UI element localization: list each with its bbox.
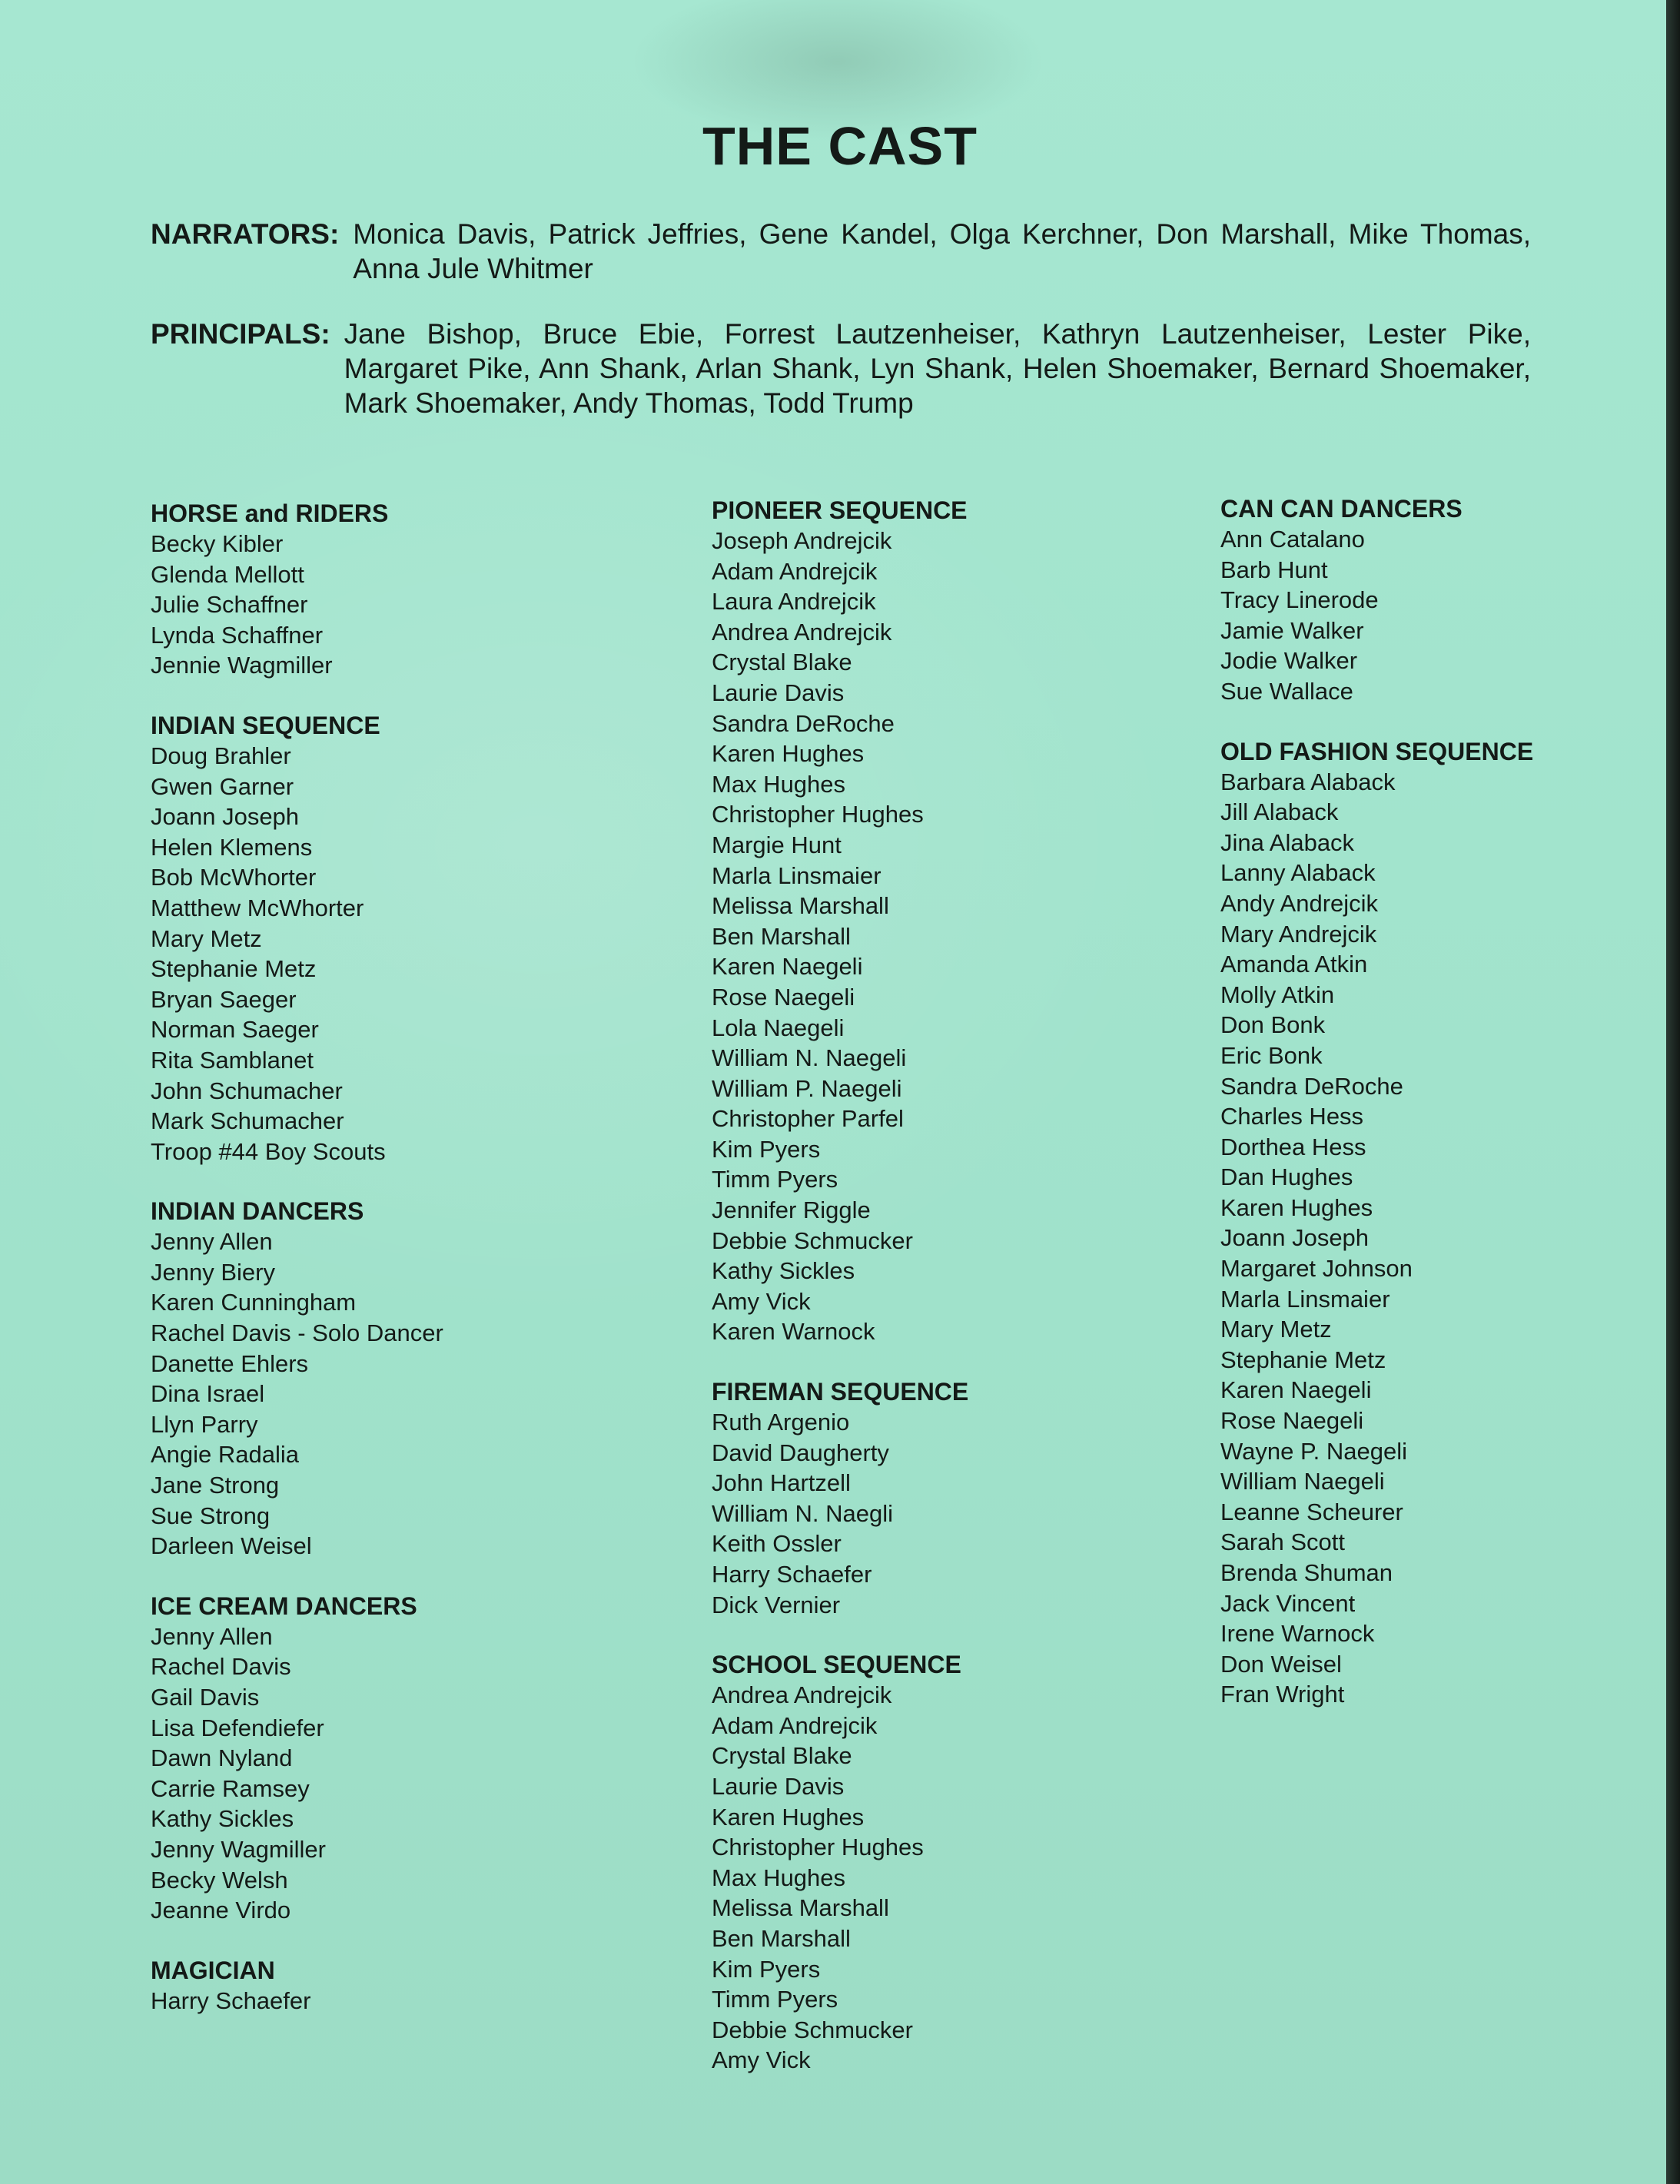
cast-member: Jenny Biery [151,1258,275,1286]
cast-column-3 [1220,493,1666,1739]
cast-member: Max Hughes [712,770,846,798]
cast-member: Dorthea Hess [1220,1133,1366,1160]
cast-member: Christopher Hughes [712,801,924,828]
cast-member: Fran Wright [1220,1681,1345,1708]
cast-member: Karen Cunningham [151,1289,357,1316]
cast-member-list [1220,524,1666,707]
cast-member: Mary Metz [1220,1316,1332,1343]
cast-member: Irene Warnock [1220,1620,1375,1648]
cast-member: Sandra DeRoche [712,709,895,737]
narrators-names: Monica Davis, Patrick Jeffries, Gene Kandel, Olga Kerchner, Don Marshall, Mike Thomas, Anna Jule Whitmer [353,218,1531,284]
cast-member: Crystal Blake [712,649,852,676]
principals-label: PRINCIPALS: [151,318,330,350]
cast-member: Dina Israel [151,1380,265,1408]
cast-member: Stephanie Metz [1220,1346,1386,1373]
cast-group [151,1196,673,1562]
cast-member-list [151,741,673,1167]
cast-member: John Hartzell [712,1469,851,1497]
cast-group [712,1376,1234,1620]
cast-member: Joseph Andrejcik [712,527,892,554]
cast-member: Lanny Alaback [1220,859,1376,887]
cast-group-heading: FIREMAN SEQUENCE [712,1378,969,1406]
principals-line [151,317,1531,420]
cast-member: Rachel Davis [151,1653,291,1681]
cast-member-list [151,1986,673,2016]
cast-member: Karen Naegeli [712,953,863,981]
cast-member: Becky Welsh [151,1866,288,1894]
cast-group-heading: ICE CREAM DANCERS [151,1592,417,1620]
cast-member: Laurie Davis [712,679,845,706]
cast-member: John Schumacher [151,1077,343,1104]
cast-member: Carrie Ramsey [151,1774,310,1802]
cast-member: Marla Linsmaier [1220,1285,1390,1313]
cast-member: Karen Hughes [712,1803,865,1831]
cast-member: Karen Hughes [1220,1193,1373,1221]
cast-member: Stephanie Metz [151,955,317,983]
cast-member-list [712,526,1234,1347]
cast-group-heading: SCHOOL SEQUENCE [712,1651,961,1679]
cast-member: Andrea Andrejcik [712,618,892,646]
cast-column-1 [151,498,673,2045]
cast-member: Sarah Scott [1220,1528,1345,1556]
cast-member: Kathy Sickles [712,1257,855,1285]
paper-edge-shadow [1666,0,1680,2184]
cast-member: Leanne Scheurer [1220,1498,1403,1525]
cast-member: Joann Joseph [151,803,300,831]
cast-member: Laurie Davis [712,1772,845,1800]
cast-member: Danette Ehlers [151,1349,309,1377]
cast-member: Amanda Atkin [1220,951,1368,978]
cast-member: Kathy Sickles [151,1805,294,1833]
cast-member: Bryan Saeger [151,985,297,1013]
cast-member: Lynda Schaffner [151,621,324,649]
cast-member-list [151,529,673,681]
cast-member: Timm Pyers [712,1166,838,1193]
cast-member: William P. Naegeli [712,1074,902,1102]
cast-member: Barb Hunt [1220,556,1328,583]
cast-member: Marla Linsmaier [712,861,882,889]
cast-member: Keith Ossler [712,1530,842,1558]
cast-member: Gail Davis [151,1684,260,1711]
cast-member: Jenny Allen [151,1228,273,1256]
cast-member: Jodie Walker [1220,647,1358,675]
cast-group [712,495,1234,1347]
cast-member: Doug Brahler [151,742,291,769]
cast-member: Rita Samblanet [151,1046,314,1074]
cast-member: Bob McWhorter [151,864,317,891]
cast-member: Glenda Mellott [151,560,304,588]
principals-names: Jane Bishop, Bruce Ebie, Forrest Lautzenheiser, Kathryn Lautzenheiser, Lester Pike, Margaret Pike, Ann Shank, Arlan Shank, Lyn Shank, Helen Shoemaker, Bernard Shoemaker, Mark Shoemaker, Andy Thomas, Todd Trump [344,318,1531,419]
cast-group-heading: INDIAN DANCERS [151,1197,364,1226]
cast-group [151,1955,673,2016]
cast-group-heading: MAGICIAN [151,1956,275,1984]
cast-group [1220,493,1666,707]
cast-group-heading: INDIAN SEQUENCE [151,711,380,739]
cast-member: Jenny Wagmiller [151,1835,326,1863]
cast-member: Karen Warnock [712,1318,875,1346]
cast-group [151,1591,673,1926]
cast-member-list [712,1407,1234,1620]
cast-member: Eric Bonk [1220,1041,1323,1069]
cast-member: Charles Hess [1220,1103,1364,1130]
cast-member: Tracy Linerode [1220,586,1379,614]
cast-member: Adam Andrejcik [712,1711,878,1739]
cast-member: Karen Naegeli [1220,1376,1372,1404]
cast-member: Ben Marshall [712,922,851,950]
cast-member: Rose Naegeli [1220,1407,1364,1435]
cast-member: Andy Andrejcik [1220,889,1379,917]
cast-member-list [1220,767,1666,1710]
cast-member: Margie Hunt [712,831,842,858]
cast-member-list [712,1680,1234,2076]
cast-member: Lisa Defendiefer [151,1714,324,1741]
cast-member: Rachel Davis - Solo Dancer [151,1319,443,1347]
cast-member: Mark Schumacher [151,1107,344,1135]
cast-member: Karen Hughes [712,740,865,768]
cast-member: Margaret Johnson [1220,1255,1413,1283]
cast-member: Julie Schaffner [151,591,308,619]
cast-member: Sandra DeRoche [1220,1072,1403,1100]
cast-group-heading: OLD FASHION SEQUENCE [1220,737,1534,765]
cast-member: Jamie Walker [1220,616,1364,644]
cast-member: Ann Catalano [1220,526,1365,553]
cast-member-list [151,1621,673,1926]
cast-member: Helen Klemens [151,833,313,861]
cast-member-list [151,1226,673,1562]
cast-member: Ben Marshall [712,1924,851,1952]
cast-member: Debbie Schmucker [712,1226,913,1254]
cast-member: Joann Joseph [1220,1224,1370,1252]
cast-member: Gwen Garner [151,772,294,800]
cast-group-heading: PIONEER SEQUENCE [712,496,968,524]
cast-member: Llyn Parry [151,1410,258,1438]
cast-member: Dawn Nyland [151,1744,293,1772]
cast-member: Don Weisel [1220,1650,1342,1678]
cast-member: Angie Radalia [151,1441,300,1469]
cast-member: Brenda Shuman [1220,1559,1393,1586]
cast-member: Jill Alaback [1220,798,1339,826]
cast-member: Ruth Argenio [712,1409,850,1436]
cast-member: William Naegeli [1220,1468,1385,1495]
cast-group [151,498,673,681]
cast-member: Becky Kibler [151,530,284,557]
cast-member: Jane Strong [151,1472,280,1499]
cast-member: Jenny Allen [151,1622,273,1650]
cast-member: Lola Naegeli [712,1014,845,1041]
narrators-line [151,217,1531,286]
cast-member: Debbie Schmucker [712,2016,913,2043]
cast-member: Laura Andrejcik [712,588,876,616]
cast-member: Jennie Wagmiller [151,652,333,679]
cast-member: Melissa Marshall [712,1894,889,1922]
narrators-label: NARRATORS: [151,218,340,250]
cast-member: Jack Vincent [1220,1589,1356,1617]
cast-member: Darleen Weisel [151,1532,312,1560]
cast-group [151,710,673,1167]
cast-member: Troop #44 Boy Scouts [151,1137,386,1165]
cast-member: Adam Andrejcik [712,557,878,585]
cast-group [712,1649,1234,2076]
cast-member: Harry Schaefer [151,1987,311,2014]
cast-member: Mary Metz [151,924,262,952]
cast-member: Sue Wallace [1220,677,1353,705]
cast-member: William N. Naegeli [712,1044,907,1072]
cast-column-2 [712,495,1234,2105]
cast-member: Wayne P. Naegeli [1220,1437,1407,1465]
cast-member: Jina Alaback [1220,828,1355,856]
cast-group-heading: HORSE and RIDERS [151,500,389,527]
cast-member: David Daugherty [712,1439,889,1466]
cast-member: Sue Strong [151,1502,271,1529]
cast-member: Mary Andrejcik [1220,920,1377,948]
cast-member: Norman Saeger [151,1016,319,1044]
cast-member: Amy Vick [712,2046,811,2074]
cast-member: Jeanne Virdo [151,1897,291,1924]
cast-group [1220,736,1666,1710]
cast-member: Rose Naegeli [712,983,855,1011]
cast-member: Kim Pyers [712,1955,821,1983]
cast-member: Dan Hughes [1220,1163,1353,1191]
cast-member: Molly Atkin [1220,981,1335,1008]
cast-member: Matthew McWhorter [151,894,364,921]
cast-member: Timm Pyers [712,1986,838,2013]
cast-member: William N. Naegli [712,1499,893,1527]
cast-member: Melissa Marshall [712,892,889,920]
cast-member: Christopher Parfel [712,1105,904,1133]
cast-member: Don Bonk [1220,1011,1326,1039]
cast-member: Jennifer Riggle [712,1197,871,1224]
cast-member: Andrea Andrejcik [712,1681,892,1709]
cast-member: Amy Vick [712,1287,811,1315]
cast-member: Barbara Alaback [1220,768,1396,795]
cast-group-heading: CAN CAN DANCERS [1220,495,1463,523]
cast-member: Kim Pyers [712,1135,821,1163]
cast-member: Max Hughes [712,1864,846,1891]
page-title: THE CAST [702,116,978,176]
cast-member: Harry Schaefer [712,1561,872,1588]
cast-member: Crystal Blake [712,1742,852,1770]
cast-member: Christopher Hughes [712,1834,924,1861]
cast-member: Dick Vernier [712,1591,841,1618]
